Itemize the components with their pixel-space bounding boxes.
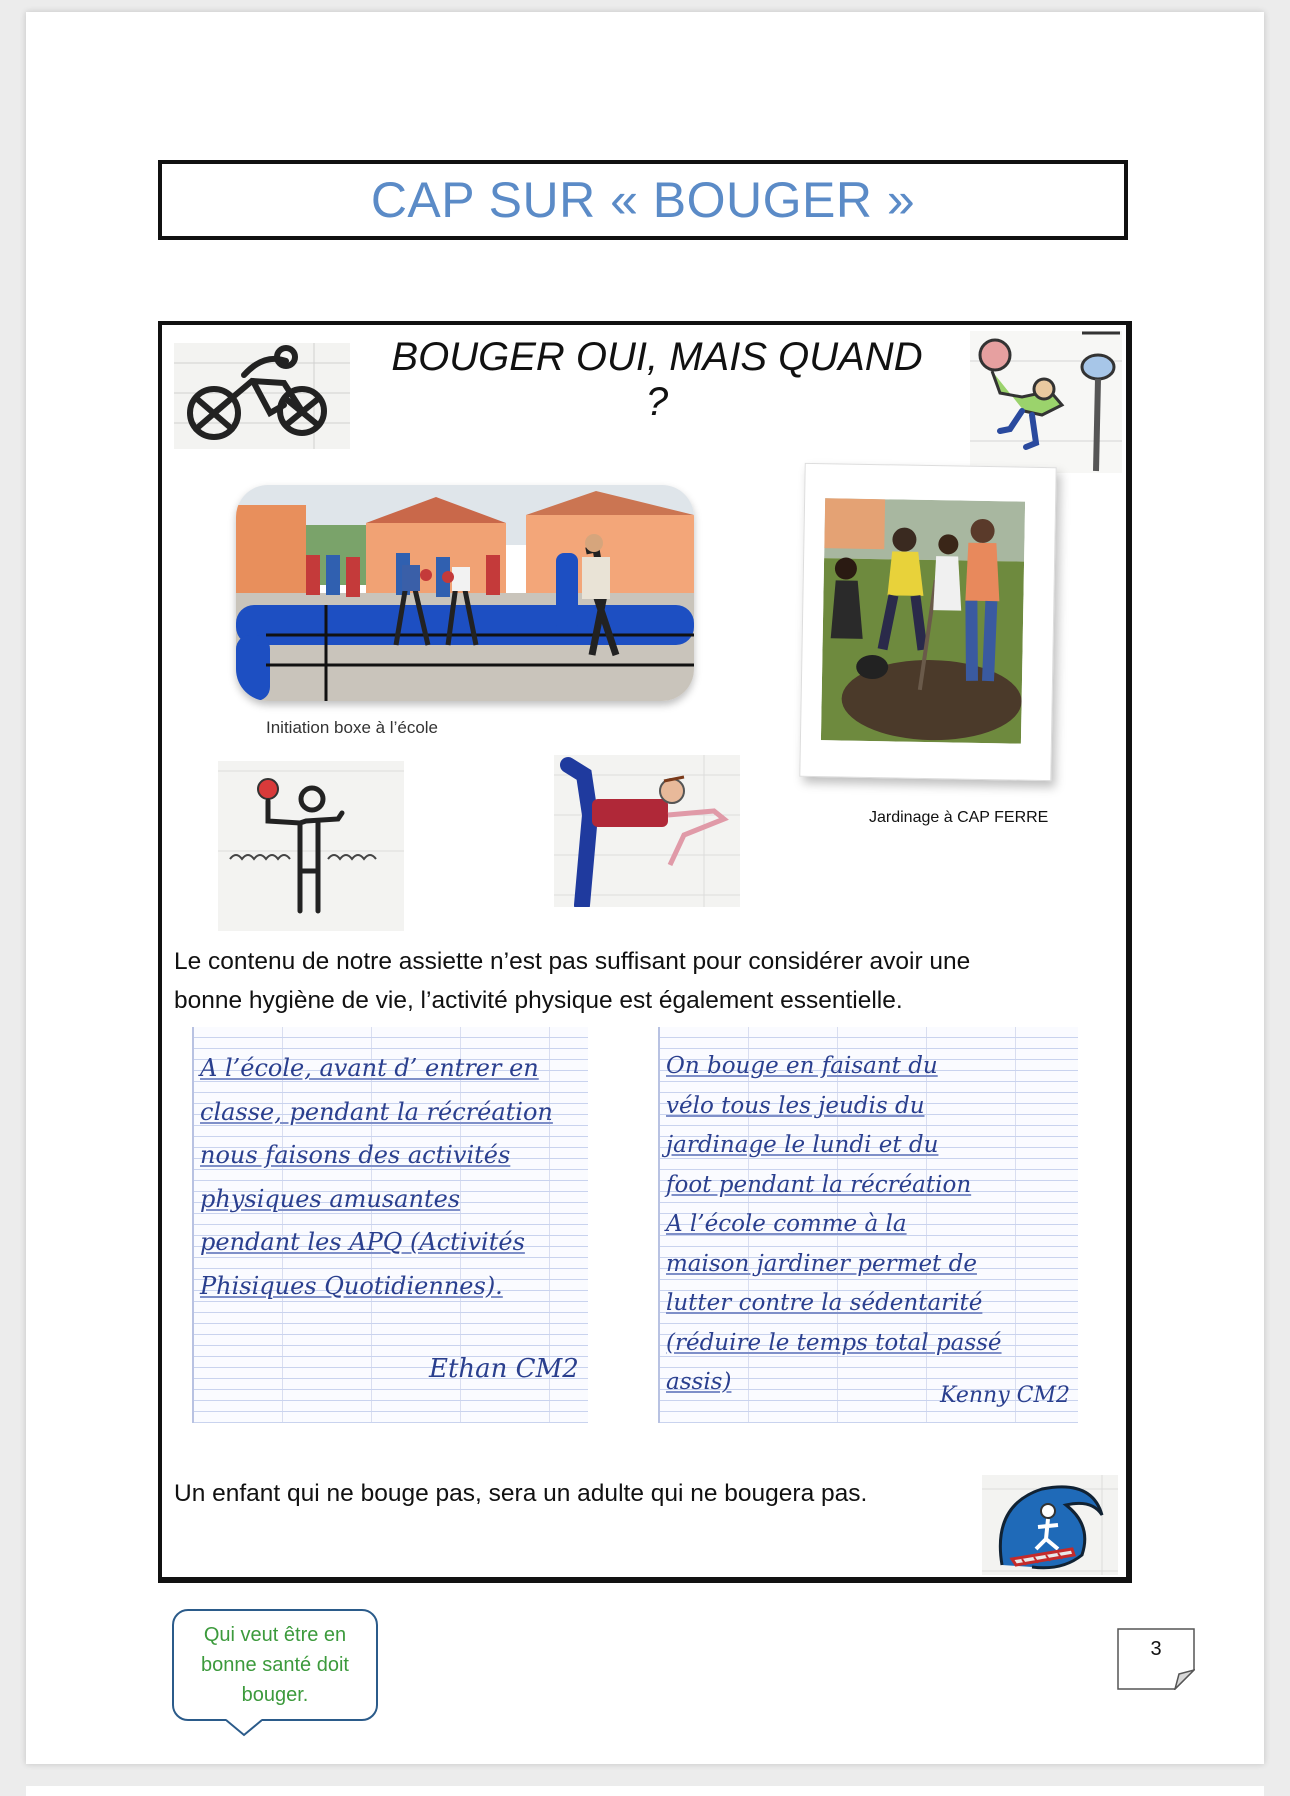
volleyball-player-drawing xyxy=(970,331,1122,473)
closing-sentence: Un enfant qui ne bouge pas, sera un adulte qui ne bougera pas. xyxy=(174,1480,868,1507)
intro-paragraph xyxy=(174,942,1114,1020)
hw-right-line-3: jardinage le lundi et du xyxy=(666,1132,939,1158)
handwritten-note-ethan xyxy=(192,1027,588,1423)
hw-right-line-8: (réduire le temps total passé xyxy=(666,1329,1002,1356)
hw-right-line-2: vélo tous les jeudis du xyxy=(666,1092,925,1119)
hw-right-line-7: lutter contre la sédentarité xyxy=(666,1290,983,1316)
page-number-box xyxy=(1117,1628,1195,1690)
gardening-photo xyxy=(799,463,1056,781)
hw-left-line-4: physiques amusantes xyxy=(200,1184,461,1213)
motto-speech-bubble xyxy=(172,1609,378,1721)
next-page-edge xyxy=(26,1786,1264,1796)
stretching-child-drawing xyxy=(554,755,740,907)
boxing-photo xyxy=(236,485,694,701)
surfer-drawing xyxy=(982,1475,1118,1575)
page-title-box xyxy=(158,160,1128,240)
swimmer-drawing xyxy=(218,761,404,931)
section-subtitle: BOUGER OUI, MAIS QUAND ? xyxy=(391,335,923,424)
hw-left-line-5: pendant les APQ (Activités xyxy=(200,1228,525,1256)
motto-text xyxy=(201,1620,349,1710)
motto-line-2: bonne santé doit xyxy=(201,1654,349,1676)
hw-right-line-1: On bouge en faisant du xyxy=(666,1053,938,1079)
motto-line-1: Qui veut être en xyxy=(203,1624,347,1646)
hw-right-line-4: foot pendant la récréation xyxy=(666,1171,972,1198)
intro-line-1: Le contenu de notre assiette n’est pas suffisant pour considérer avoir une xyxy=(174,948,971,975)
intro-line-2: bonne hygiène de vie, l’activité physique est également essentielle. xyxy=(174,987,903,1014)
hw-right-line-5: A l’école comme à la xyxy=(666,1211,907,1237)
motto-line-3: bouger. xyxy=(241,1684,309,1706)
handwritten-note-kenny xyxy=(658,1027,1078,1423)
hw-left-line-3: nous faisons des activités xyxy=(200,1141,511,1169)
hw-left-signature: Ethan CM2 xyxy=(429,1354,579,1384)
boxing-caption: Initiation boxe à l’école xyxy=(266,718,439,737)
content-frame xyxy=(158,321,1132,1583)
page-title: CAP SUR « BOUGER » xyxy=(370,172,916,228)
hw-right-line-6: maison jardiner permet de xyxy=(666,1250,977,1277)
hw-right-signature: Kenny CM2 xyxy=(940,1383,1070,1408)
page-number: 3 xyxy=(1150,1638,1162,1660)
hw-left-line-6: Phisiques Quotidiennes). xyxy=(200,1271,503,1300)
hw-left-line-1: A l’école, avant d’ entrer en xyxy=(200,1054,539,1082)
hw-left-line-2: classe, pendant la récréation xyxy=(200,1097,553,1126)
gardening-caption: Jardinage à CAP FERRE xyxy=(869,809,1049,826)
speech-bubble-tail xyxy=(226,1719,262,1737)
cyclist-drawing xyxy=(174,343,350,449)
hw-right-line-9: assis) xyxy=(666,1369,732,1395)
